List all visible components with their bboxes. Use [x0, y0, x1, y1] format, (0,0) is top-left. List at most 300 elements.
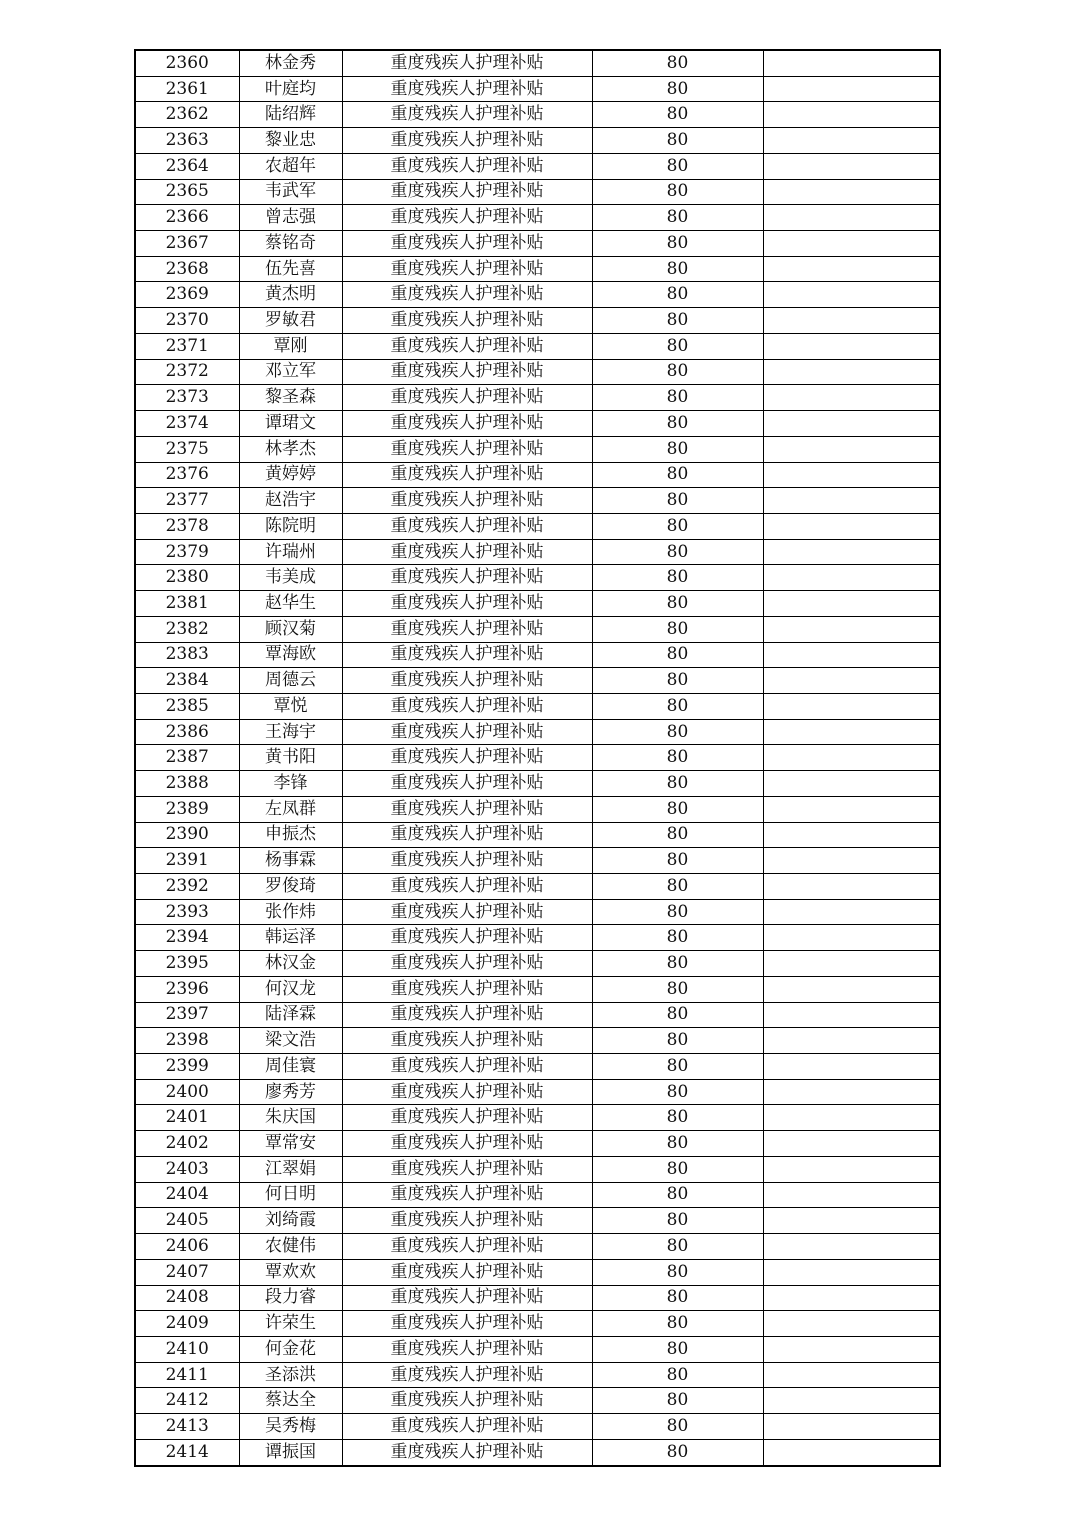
amount-cell: 80	[592, 256, 763, 282]
person-name-cell: 覃常安	[239, 1131, 342, 1157]
remark-cell	[763, 796, 940, 822]
remark-cell	[763, 848, 940, 874]
serial-number-cell: 2362	[135, 102, 239, 128]
serial-number-cell: 2412	[135, 1388, 239, 1414]
amount-cell: 80	[592, 308, 763, 334]
subsidy-type-cell: 重度残疾人护理补贴	[342, 1079, 592, 1105]
serial-number-cell: 2404	[135, 1182, 239, 1208]
amount-cell: 80	[592, 385, 763, 411]
person-name-cell: 陈院明	[239, 513, 342, 539]
person-name-cell: 黎业忠	[239, 128, 342, 154]
serial-number-cell: 2392	[135, 874, 239, 900]
subsidy-type-cell: 重度残疾人护理补贴	[342, 899, 592, 925]
subsidy-type-cell: 重度残疾人护理补贴	[342, 1285, 592, 1311]
subsidy-type-cell: 重度残疾人护理补贴	[342, 436, 592, 462]
subsidy-type-cell: 重度残疾人护理补贴	[342, 874, 592, 900]
subsidy-type-cell: 重度残疾人护理补贴	[342, 976, 592, 1002]
serial-number-cell: 2386	[135, 719, 239, 745]
remark-cell	[763, 771, 940, 797]
remark-cell	[763, 1362, 940, 1388]
person-name-cell: 顾汉菊	[239, 616, 342, 642]
table-row	[135, 1388, 940, 1414]
amount-cell: 80	[592, 1002, 763, 1028]
remark-cell	[763, 1259, 940, 1285]
serial-number-cell: 2389	[135, 796, 239, 822]
table-row	[135, 1234, 940, 1260]
serial-number-cell: 2399	[135, 1054, 239, 1080]
table-row	[135, 205, 940, 231]
table-row	[135, 231, 940, 257]
serial-number-cell: 2414	[135, 1439, 239, 1465]
subsidy-type-cell: 重度残疾人护理补贴	[342, 76, 592, 102]
amount-cell: 80	[592, 128, 763, 154]
amount-cell: 80	[592, 1156, 763, 1182]
serial-number-cell: 2374	[135, 411, 239, 437]
person-name-cell: 杨事霖	[239, 848, 342, 874]
subsidy-type-cell: 重度残疾人护理补贴	[342, 231, 592, 257]
serial-number-cell: 2393	[135, 899, 239, 925]
subsidy-type-cell: 重度残疾人护理补贴	[342, 359, 592, 385]
person-name-cell: 周佳寰	[239, 1054, 342, 1080]
serial-number-cell: 2367	[135, 231, 239, 257]
amount-cell: 80	[592, 1131, 763, 1157]
amount-cell: 80	[592, 848, 763, 874]
serial-number-cell: 2375	[135, 436, 239, 462]
person-name-cell: 何金花	[239, 1336, 342, 1362]
remark-cell	[763, 539, 940, 565]
subsidy-type-cell: 重度残疾人护理补贴	[342, 205, 592, 231]
table-row	[135, 513, 940, 539]
subsidy-type-cell: 重度残疾人护理补贴	[342, 128, 592, 154]
table-row	[135, 359, 940, 385]
subsidy-type-cell: 重度残疾人护理补贴	[342, 565, 592, 591]
table-row	[135, 1311, 940, 1337]
person-name-cell: 邓立军	[239, 359, 342, 385]
serial-number-cell: 2398	[135, 1028, 239, 1054]
subsidy-type-cell: 重度残疾人护理补贴	[342, 385, 592, 411]
subsidy-type-cell: 重度残疾人护理补贴	[342, 282, 592, 308]
serial-number-cell: 2395	[135, 951, 239, 977]
person-name-cell: 赵华生	[239, 591, 342, 617]
serial-number-cell: 2373	[135, 385, 239, 411]
serial-number-cell: 2397	[135, 1002, 239, 1028]
remark-cell	[763, 359, 940, 385]
remark-cell	[763, 925, 940, 951]
remark-cell	[763, 899, 940, 925]
remark-cell	[763, 1156, 940, 1182]
person-name-cell: 张作炜	[239, 899, 342, 925]
subsidy-type-cell: 重度残疾人护理补贴	[342, 1002, 592, 1028]
serial-number-cell: 2363	[135, 128, 239, 154]
subsidy-type-cell: 重度残疾人护理补贴	[342, 668, 592, 694]
subsidy-type-cell: 重度残疾人护理补贴	[342, 102, 592, 128]
table-row	[135, 668, 940, 694]
table-row	[135, 1002, 940, 1028]
serial-number-cell: 2407	[135, 1259, 239, 1285]
subsidy-type-cell: 重度残疾人护理补贴	[342, 848, 592, 874]
person-name-cell: 曾志强	[239, 205, 342, 231]
person-name-cell: 何日明	[239, 1182, 342, 1208]
table-row	[135, 591, 940, 617]
person-name-cell: 罗俊琦	[239, 874, 342, 900]
table-row	[135, 76, 940, 102]
subsidy-type-cell: 重度残疾人护理补贴	[342, 411, 592, 437]
serial-number-cell: 2382	[135, 616, 239, 642]
serial-number-cell: 2364	[135, 153, 239, 179]
table-row	[135, 719, 940, 745]
table-row	[135, 848, 940, 874]
amount-cell: 80	[592, 925, 763, 951]
person-name-cell: 覃海欧	[239, 642, 342, 668]
subsidy-type-cell: 重度残疾人护理补贴	[342, 1259, 592, 1285]
subsidy-type-cell: 重度残疾人护理补贴	[342, 693, 592, 719]
subsidy-type-cell: 重度残疾人护理补贴	[342, 50, 592, 76]
remark-cell	[763, 231, 940, 257]
amount-cell: 80	[592, 359, 763, 385]
remark-cell	[763, 565, 940, 591]
person-name-cell: 周德云	[239, 668, 342, 694]
serial-number-cell: 2372	[135, 359, 239, 385]
amount-cell: 80	[592, 899, 763, 925]
serial-number-cell: 2391	[135, 848, 239, 874]
amount-cell: 80	[592, 642, 763, 668]
remark-cell	[763, 1002, 940, 1028]
remark-cell	[763, 1208, 940, 1234]
remark-cell	[763, 50, 940, 76]
serial-number-cell: 2378	[135, 513, 239, 539]
subsidy-type-cell: 重度残疾人护理补贴	[342, 745, 592, 771]
subsidy-type-cell: 重度残疾人护理补贴	[342, 1105, 592, 1131]
serial-number-cell: 2379	[135, 539, 239, 565]
remark-cell	[763, 513, 940, 539]
table-row	[135, 308, 940, 334]
table-row	[135, 693, 940, 719]
table-row	[135, 771, 940, 797]
amount-cell: 80	[592, 976, 763, 1002]
subsidy-type-cell: 重度残疾人护理补贴	[342, 1156, 592, 1182]
remark-cell	[763, 1131, 940, 1157]
remark-cell	[763, 1105, 940, 1131]
subsidy-type-cell: 重度残疾人护理补贴	[342, 462, 592, 488]
subsidy-type-cell: 重度残疾人护理补贴	[342, 153, 592, 179]
table-row	[135, 1285, 940, 1311]
person-name-cell: 覃悦	[239, 693, 342, 719]
serial-number-cell: 2365	[135, 179, 239, 205]
amount-cell: 80	[592, 76, 763, 102]
serial-number-cell: 2381	[135, 591, 239, 617]
serial-number-cell: 2383	[135, 642, 239, 668]
remark-cell	[763, 1311, 940, 1337]
table-row	[135, 179, 940, 205]
table-row	[135, 616, 940, 642]
person-name-cell: 江翠娟	[239, 1156, 342, 1182]
table-row	[135, 565, 940, 591]
table-row	[135, 1259, 940, 1285]
person-name-cell: 黄杰明	[239, 282, 342, 308]
subsidy-type-cell: 重度残疾人护理补贴	[342, 1208, 592, 1234]
person-name-cell: 覃欢欢	[239, 1259, 342, 1285]
amount-cell: 80	[592, 205, 763, 231]
subsidy-type-cell: 重度残疾人护理补贴	[342, 256, 592, 282]
remark-cell	[763, 128, 940, 154]
person-name-cell: 李锋	[239, 771, 342, 797]
subsidy-type-cell: 重度残疾人护理补贴	[342, 513, 592, 539]
person-name-cell: 农超年	[239, 153, 342, 179]
table-row	[135, 1362, 940, 1388]
remark-cell	[763, 1388, 940, 1414]
amount-cell: 80	[592, 1362, 763, 1388]
person-name-cell: 赵浩宇	[239, 488, 342, 514]
amount-cell: 80	[592, 1336, 763, 1362]
table-row	[135, 411, 940, 437]
amount-cell: 80	[592, 539, 763, 565]
amount-cell: 80	[592, 1439, 763, 1465]
remark-cell	[763, 411, 940, 437]
serial-number-cell: 2406	[135, 1234, 239, 1260]
table-row	[135, 1028, 940, 1054]
person-name-cell: 黎圣森	[239, 385, 342, 411]
table-row	[135, 256, 940, 282]
person-name-cell: 韦武军	[239, 179, 342, 205]
serial-number-cell: 2401	[135, 1105, 239, 1131]
serial-number-cell: 2384	[135, 668, 239, 694]
person-name-cell: 王海宇	[239, 719, 342, 745]
subsidy-type-cell: 重度残疾人护理补贴	[342, 1336, 592, 1362]
person-name-cell: 何汉龙	[239, 976, 342, 1002]
subsidy-type-cell: 重度残疾人护理补贴	[342, 591, 592, 617]
table-row	[135, 899, 940, 925]
amount-cell: 80	[592, 1105, 763, 1131]
table-row	[135, 102, 940, 128]
subsidy-type-cell: 重度残疾人护理补贴	[342, 1028, 592, 1054]
person-name-cell: 韦美成	[239, 565, 342, 591]
amount-cell: 80	[592, 1414, 763, 1440]
subsidy-table	[134, 49, 941, 1467]
serial-number-cell: 2385	[135, 693, 239, 719]
person-name-cell: 左凤群	[239, 796, 342, 822]
remark-cell	[763, 102, 940, 128]
person-name-cell: 叶庭均	[239, 76, 342, 102]
amount-cell: 80	[592, 231, 763, 257]
remark-cell	[763, 745, 940, 771]
person-name-cell: 林汉金	[239, 951, 342, 977]
amount-cell: 80	[592, 462, 763, 488]
amount-cell: 80	[592, 1234, 763, 1260]
amount-cell: 80	[592, 1054, 763, 1080]
table-row	[135, 1182, 940, 1208]
serial-number-cell: 2402	[135, 1131, 239, 1157]
table-row	[135, 951, 940, 977]
serial-number-cell: 2403	[135, 1156, 239, 1182]
remark-cell	[763, 205, 940, 231]
table-row	[135, 1208, 940, 1234]
serial-number-cell: 2410	[135, 1336, 239, 1362]
person-name-cell: 农健伟	[239, 1234, 342, 1260]
remark-cell	[763, 256, 940, 282]
amount-cell: 80	[592, 50, 763, 76]
remark-cell	[763, 462, 940, 488]
person-name-cell: 林金秀	[239, 50, 342, 76]
serial-number-cell: 2361	[135, 76, 239, 102]
person-name-cell: 谭珺文	[239, 411, 342, 437]
remark-cell	[763, 1336, 940, 1362]
table-row	[135, 1439, 940, 1465]
remark-cell	[763, 1054, 940, 1080]
subsidy-type-cell: 重度残疾人护理补贴	[342, 308, 592, 334]
remark-cell	[763, 1028, 940, 1054]
person-name-cell: 许荣生	[239, 1311, 342, 1337]
table-row	[135, 874, 940, 900]
amount-cell: 80	[592, 333, 763, 359]
table-row	[135, 1131, 940, 1157]
remark-cell	[763, 76, 940, 102]
table-row	[135, 333, 940, 359]
subsidy-type-cell: 重度残疾人护理补贴	[342, 1131, 592, 1157]
person-name-cell: 陆绍辉	[239, 102, 342, 128]
person-name-cell: 韩运泽	[239, 925, 342, 951]
amount-cell: 80	[592, 1388, 763, 1414]
serial-number-cell: 2394	[135, 925, 239, 951]
table-row	[135, 539, 940, 565]
subsidy-type-cell: 重度残疾人护理补贴	[342, 925, 592, 951]
remark-cell	[763, 333, 940, 359]
table-row	[135, 1336, 940, 1362]
amount-cell: 80	[592, 1028, 763, 1054]
table-row	[135, 1414, 940, 1440]
remark-cell	[763, 282, 940, 308]
amount-cell: 80	[592, 796, 763, 822]
amount-cell: 80	[592, 1285, 763, 1311]
subsidy-type-cell: 重度残疾人护理补贴	[342, 1182, 592, 1208]
subsidy-type-cell: 重度残疾人护理补贴	[342, 642, 592, 668]
person-name-cell: 申振杰	[239, 822, 342, 848]
serial-number-cell: 2388	[135, 771, 239, 797]
remark-cell	[763, 976, 940, 1002]
person-name-cell: 吴秀梅	[239, 1414, 342, 1440]
remark-cell	[763, 488, 940, 514]
amount-cell: 80	[592, 822, 763, 848]
remark-cell	[763, 1439, 940, 1465]
remark-cell	[763, 153, 940, 179]
remark-cell	[763, 951, 940, 977]
person-name-cell: 黄书阳	[239, 745, 342, 771]
person-name-cell: 梁文浩	[239, 1028, 342, 1054]
remark-cell	[763, 1414, 940, 1440]
subsidy-type-cell: 重度残疾人护理补贴	[342, 539, 592, 565]
serial-number-cell: 2368	[135, 256, 239, 282]
serial-number-cell: 2409	[135, 1311, 239, 1337]
serial-number-cell: 2411	[135, 1362, 239, 1388]
person-name-cell: 罗敏君	[239, 308, 342, 334]
table-row	[135, 1105, 940, 1131]
amount-cell: 80	[592, 719, 763, 745]
person-name-cell: 陆泽霖	[239, 1002, 342, 1028]
amount-cell: 80	[592, 565, 763, 591]
remark-cell	[763, 1234, 940, 1260]
amount-cell: 80	[592, 1182, 763, 1208]
amount-cell: 80	[592, 591, 763, 617]
person-name-cell: 蔡铭奇	[239, 231, 342, 257]
amount-cell: 80	[592, 874, 763, 900]
table-row	[135, 925, 940, 951]
table-row	[135, 1054, 940, 1080]
subsidy-type-cell: 重度残疾人护理补贴	[342, 1311, 592, 1337]
subsidy-type-cell: 重度残疾人护理补贴	[342, 1234, 592, 1260]
table-row	[135, 385, 940, 411]
person-name-cell: 段力睿	[239, 1285, 342, 1311]
remark-cell	[763, 436, 940, 462]
subsidy-type-cell: 重度残疾人护理补贴	[342, 1054, 592, 1080]
amount-cell: 80	[592, 513, 763, 539]
subsidy-type-cell: 重度残疾人护理补贴	[342, 719, 592, 745]
person-name-cell: 伍先喜	[239, 256, 342, 282]
amount-cell: 80	[592, 1311, 763, 1337]
amount-cell: 80	[592, 1259, 763, 1285]
table-body	[135, 50, 940, 1466]
amount-cell: 80	[592, 951, 763, 977]
remark-cell	[763, 719, 940, 745]
remark-cell	[763, 693, 940, 719]
serial-number-cell: 2408	[135, 1285, 239, 1311]
table-row	[135, 796, 940, 822]
serial-number-cell: 2387	[135, 745, 239, 771]
serial-number-cell: 2371	[135, 333, 239, 359]
serial-number-cell: 2400	[135, 1079, 239, 1105]
serial-number-cell: 2360	[135, 50, 239, 76]
remark-cell	[763, 591, 940, 617]
person-name-cell: 圣添洪	[239, 1362, 342, 1388]
table-row	[135, 436, 940, 462]
subsidy-type-cell: 重度残疾人护理补贴	[342, 1388, 592, 1414]
serial-number-cell: 2369	[135, 282, 239, 308]
amount-cell: 80	[592, 1208, 763, 1234]
person-name-cell: 林孝杰	[239, 436, 342, 462]
subsidy-type-cell: 重度残疾人护理补贴	[342, 1414, 592, 1440]
serial-number-cell: 2405	[135, 1208, 239, 1234]
subsidy-type-cell: 重度残疾人护理补贴	[342, 1439, 592, 1465]
remark-cell	[763, 1285, 940, 1311]
amount-cell: 80	[592, 436, 763, 462]
remark-cell	[763, 1182, 940, 1208]
amount-cell: 80	[592, 771, 763, 797]
serial-number-cell: 2390	[135, 822, 239, 848]
table-row	[135, 50, 940, 76]
table-row	[135, 642, 940, 668]
amount-cell: 80	[592, 745, 763, 771]
subsidy-type-cell: 重度残疾人护理补贴	[342, 951, 592, 977]
remark-cell	[763, 668, 940, 694]
subsidy-type-cell: 重度残疾人护理补贴	[342, 771, 592, 797]
person-name-cell: 刘绮霞	[239, 1208, 342, 1234]
serial-number-cell: 2366	[135, 205, 239, 231]
amount-cell: 80	[592, 102, 763, 128]
person-name-cell: 廖秀芳	[239, 1079, 342, 1105]
subsidy-type-cell: 重度残疾人护理补贴	[342, 796, 592, 822]
table-row	[135, 976, 940, 1002]
remark-cell	[763, 874, 940, 900]
remark-cell	[763, 642, 940, 668]
remark-cell	[763, 822, 940, 848]
person-name-cell: 朱庆国	[239, 1105, 342, 1131]
serial-number-cell: 2396	[135, 976, 239, 1002]
person-name-cell: 覃刚	[239, 333, 342, 359]
person-name-cell: 黄婷婷	[239, 462, 342, 488]
remark-cell	[763, 179, 940, 205]
table-row	[135, 488, 940, 514]
serial-number-cell: 2380	[135, 565, 239, 591]
person-name-cell: 谭振国	[239, 1439, 342, 1465]
remark-cell	[763, 308, 940, 334]
